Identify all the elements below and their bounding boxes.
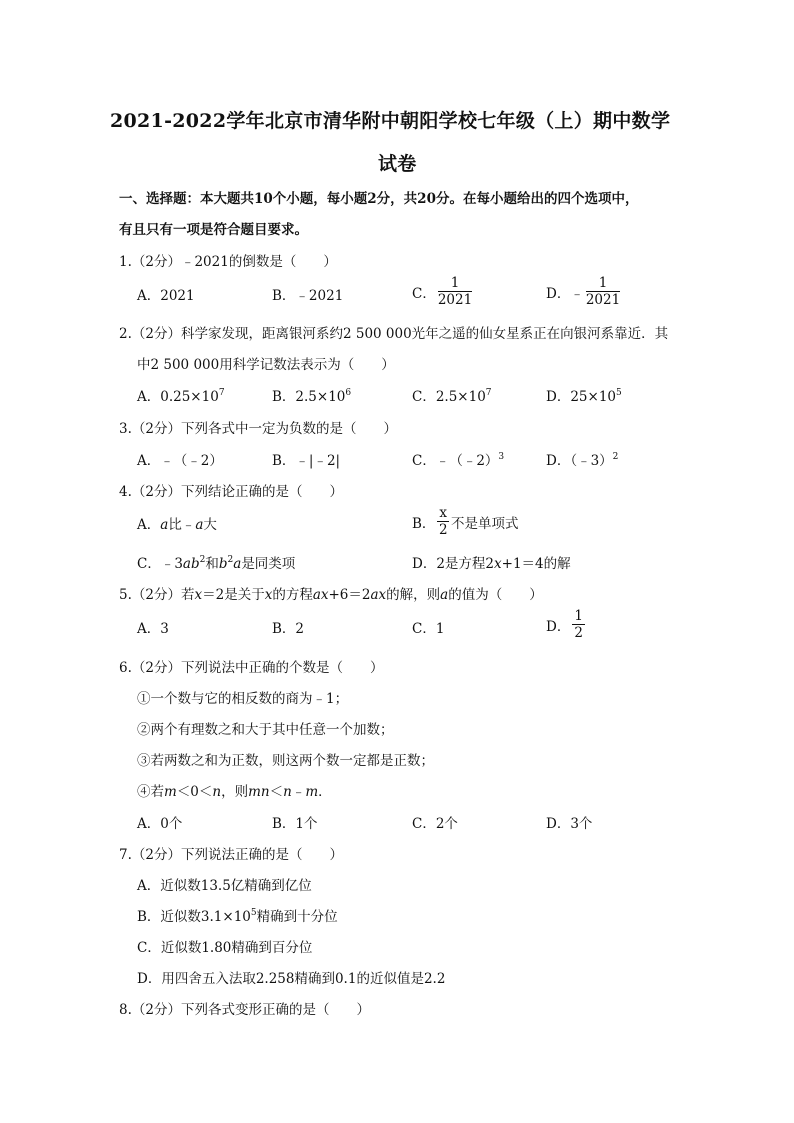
q4-option-a [137,513,217,533]
q5-option-c: C．1 [412,621,445,637]
q3-option-c-exponent: 3 [498,452,505,462]
q6-s4-p6: ． [318,784,332,800]
q1-option-d [546,276,622,307]
q6-s4-p1: ④若 [137,784,164,800]
q2-option-a-base: A．0.25×10 [137,389,219,405]
q5-stem-a: a [440,587,449,603]
q5-option-a: A．3 [137,621,169,637]
q5-stem-ax2: ax [370,587,387,603]
q8-stem: 8.（2分）下列各式变形正确的是（ ） [119,1002,370,1018]
q6-s4-mn: mn [248,784,270,800]
q2-option-d-base: D．25×10 [546,389,616,405]
q3-option-d [546,449,618,469]
q3-option-a: A．﹣（﹣2） [137,453,223,469]
q3-option-b: B．﹣|﹣2| [272,453,341,469]
q7-option-b-p1: B．近似数3.1×10 [137,909,251,925]
q6-s4-p2: ＜0＜ [176,784,213,800]
q2-option-a-exponent: 7 [218,388,225,398]
q2-option-b [272,385,351,405]
q4-option-c [137,552,295,572]
q7-option-d: D．用四舍五入法取2.258精确到0.1的近似值是2.2 [137,971,446,987]
q6-s4-m: m [164,784,177,800]
q6-s4-p3: ，则 [221,784,249,800]
q1-option-c [412,276,474,307]
q4-option-d [412,552,571,572]
q6-statement-4 [137,780,332,800]
q4-option-d-text: D．2是方程2 [412,556,495,572]
section-heading-line2: 有且只有一项是符合题目要求。 [119,222,308,238]
q3-option-c-base: C．﹣（﹣2） [412,453,499,469]
q4-option-c-label: C．﹣3 [137,556,183,572]
q4-option-c-term3: a [233,556,242,572]
q3-option-d-exponent: 2 [612,452,619,462]
q4-option-c-exp1: 2 [199,555,206,565]
q4-option-a-var1: a [160,517,169,533]
q4-option-a-label: A． [137,517,161,533]
q6-option-c: C．2个 [412,816,458,832]
q7-option-c: C．近似数1.80精确到百分位 [137,940,313,956]
q4-option-b-denominator: 2 [438,522,448,539]
q1-option-d-denominator: 2021 [585,292,621,309]
q4-option-a-suffix: 大 [203,517,217,533]
q4-option-c-term2: b [218,556,228,572]
q5-option-d-denominator: 2 [574,625,583,642]
q4-option-b-numerator: x [439,505,448,521]
q6-stem: 6.（2分）下列说法中正确的个数是（ ） [119,660,384,676]
exam-title-line1: 2021-2022学年北京市清华附中朝阳学校七年级（上）期中数学 [110,110,671,132]
q4-option-a-mid: 比﹣ [168,517,196,533]
q5-stem-x2: x [264,587,273,603]
q6-s4-m2: m [305,784,319,800]
q1-option-c-denominator: 2021 [437,292,473,309]
q1-option-d-numerator: 1 [586,276,620,292]
q6-option-d: D．3个 [546,816,593,832]
q2-stem-line2: 中2 500 000用科学记数法表示为（ ） [137,357,395,373]
q6-statement-1: ①一个数与它的相反数的商为﹣1； [137,691,349,707]
q5-stem-x1: x [194,587,203,603]
q5-stem-p6: 的值为（ ） [448,587,543,603]
q5-stem-ax: ax [312,587,329,603]
q6-s4-p5: ﹣ [291,784,306,800]
q4-option-b-label: B． [412,515,436,532]
q4-option-a-var2: a [195,517,204,533]
q1-option-d-fraction [586,276,620,307]
q4-option-c-mid: 和 [205,556,219,572]
q5-option-b: B．2 [272,621,305,637]
q2-option-b-base: B．2.5×10 [272,389,346,405]
q5-stem-p4: +6＝2 [328,587,371,603]
q4-option-c-suffix: 是同类项 [241,556,296,572]
q5-stem-p5: 的解，则 [386,587,441,603]
q7-option-b-p2: 精确到十分位 [256,909,338,925]
q3-stem: 3.（2分）下列各式中一定为负数的是（ ） [119,421,397,437]
q1-stem: 1.（2分）﹣2021的倒数是（ ） [119,254,337,270]
q5-option-d [546,609,587,640]
q1-option-a: A．2021 [137,288,195,304]
q5-option-d-label: D． [546,618,571,635]
q4-option-d-tail: +1＝4的解 [501,556,571,572]
q6-s4-n: n [212,784,222,800]
q2-option-c-base: C．2.5×10 [412,389,486,405]
q1-option-c-fraction [438,276,472,307]
q1-option-c-label: C． [412,285,436,302]
q6-statement-3: ③若两数之和为正数，则这两个数一定都是正数； [137,753,434,769]
q2-option-c-exponent: 7 [485,388,492,398]
section-heading-line1: 一、选择题：本大题共10个小题，每小题2分，共20分。在每小题给出的四个选项中， [119,191,639,207]
q7-option-b-exponent: 5 [250,908,257,918]
q5-stem-p2: ＝2是关于 [202,587,265,603]
q3-option-d-base: D．（﹣3） [546,453,613,469]
q7-option-a: A．近似数13.5亿精确到亿位 [137,878,312,894]
q6-s4-n2: n [283,784,292,800]
q7-stem: 7.（2分）下列说法正确的是（ ） [119,847,343,863]
q3-option-c [412,449,504,469]
q4-option-c-exp2: 2 [227,555,234,565]
q5-stem [119,583,543,603]
q6-statement-2: ②两个有理数之和大于其中任意一个加数； [137,722,394,738]
q1-option-c-numerator: 1 [438,276,472,292]
q4-option-b-fraction [437,506,449,537]
q4-option-c-term1: ab [182,556,200,572]
q4-option-d-var: x [494,556,502,572]
exam-title-line2: 试卷 [378,153,417,175]
q5-option-d-numerator: 1 [574,608,583,624]
q6-option-a: A．0个 [137,816,183,832]
q5-option-d-fraction [572,609,585,640]
q2-option-d [546,385,622,405]
q2-option-a [137,385,225,405]
q6-s4-p4: ＜ [269,784,284,800]
q2-stem-line1: 2.（2分）科学家发现，距离银河系约2 500 000光年之遥的仙女星系正在向银河系靠近．其 [119,326,669,342]
q4-option-b-suffix: 不是单项式 [451,515,519,532]
q5-stem-p1: 5.（2分）若 [119,587,195,603]
q1-option-d-label: D．﹣ [546,285,584,302]
q1-option-b: B．﹣2021 [272,288,344,304]
q5-stem-p3: 的方程 [272,587,313,603]
q4-stem: 4.（2分）下列结论正确的是（ ） [119,484,343,500]
q2-option-b-exponent: 6 [345,388,352,398]
q2-option-d-exponent: 5 [616,388,622,398]
q2-option-c [412,385,492,405]
q6-option-b: B．1个 [272,816,318,832]
q7-option-b [137,905,338,925]
q4-option-b [412,506,519,537]
